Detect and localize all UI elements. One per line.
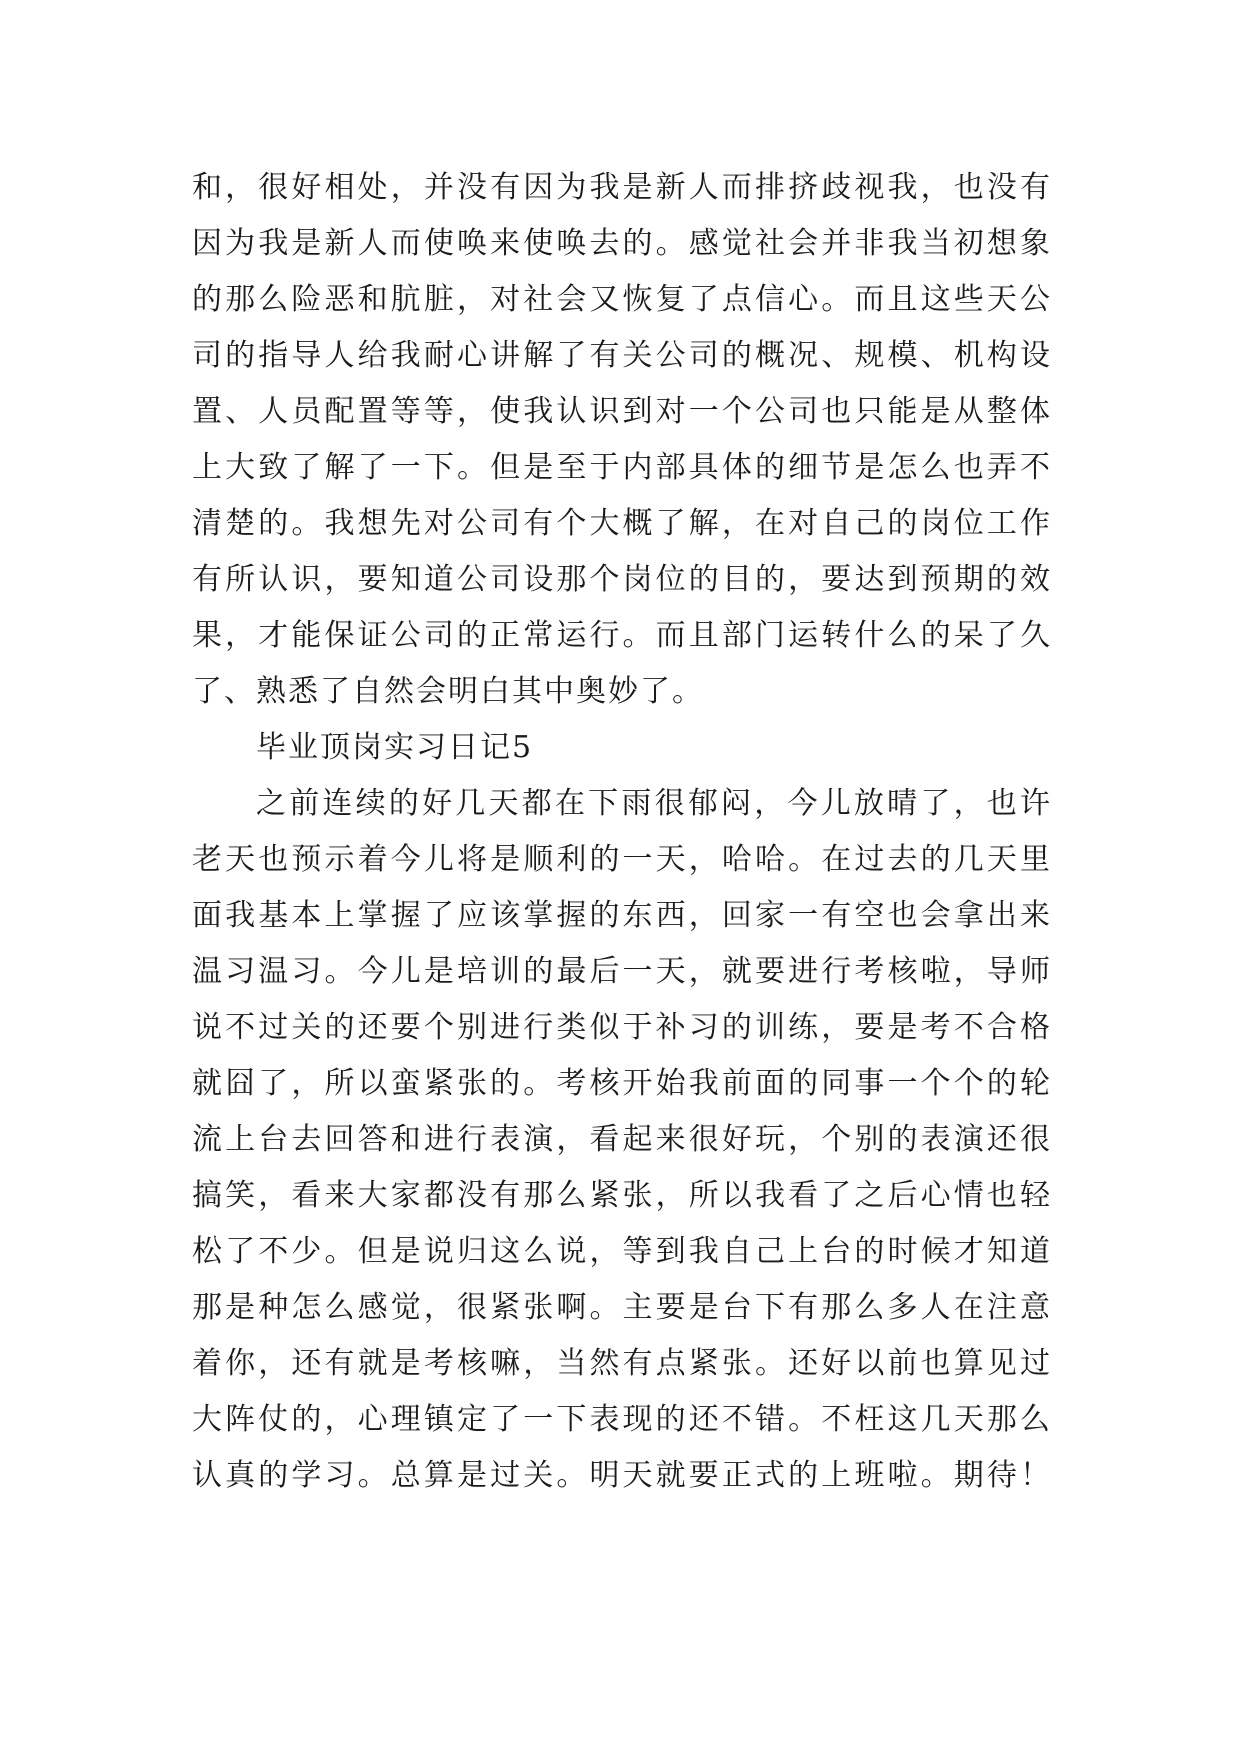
text-line: 有所认识，要知道公司设那个岗位的目的，要达到预期的效: [192, 562, 1052, 597]
text-line: 面我基本上掌握了应该掌握的东西，回家一有空也会拿出来: [192, 898, 1052, 933]
text-line: 了、熟悉了自然会明白其中奥妙了。: [192, 674, 704, 709]
text-line: 就囧了，所以蛮紧张的。考核开始我前面的同事一个个的轮: [192, 1066, 1052, 1101]
text-line: 搞笑，看来大家都没有那么紧张，所以我看了之后心情也轻: [192, 1178, 1052, 1213]
text-line: 那是种怎么感觉，很紧张啊。主要是台下有那么多人在注意: [192, 1290, 1052, 1325]
text-line: 松了不少。但是说归这么说，等到我自己上台的时候才知道: [192, 1234, 1052, 1269]
text-line: 着你，还有就是考核嘛，当然有点紧张。还好以前也算见过: [192, 1346, 1052, 1381]
text-line: 老天也预示着今儿将是顺利的一天，哈哈。在过去的几天里: [192, 842, 1052, 877]
text-line: 和，很好相处，并没有因为我是新人而排挤歧视我，也没有: [192, 170, 1052, 205]
text-line: 司的指导人给我耐心讲解了有关公司的概况、规模、机构设: [192, 338, 1052, 373]
section-heading: 毕业顶岗实习日记5: [256, 730, 534, 765]
paragraph-1: [192, 160, 1052, 720]
text-line: 置、人员配置等等，使我认识到对一个公司也只能是从整体: [192, 394, 1052, 429]
text-line: 之前连续的好几天都在下雨很郁闷，今儿放晴了，也许: [256, 786, 1052, 821]
text-line: 说不过关的还要个别进行类似于补习的训练，要是考不合格: [192, 1010, 1052, 1045]
text-line: 流上台去回答和进行表演，看起来很好玩，个别的表演还很: [192, 1122, 1052, 1157]
text-line: 因为我是新人而使唤来使唤去的。感觉社会并非我当初想象: [192, 226, 1052, 261]
text-line: 果，才能保证公司的正常运行。而且部门运转什么的呆了久: [192, 618, 1052, 653]
text-line: 大阵仗的，心理镇定了一下表现的还不错。不枉这几天那么: [192, 1402, 1052, 1437]
text-line: 的那么险恶和肮脏，对社会又恢复了点信心。而且这些天公: [192, 282, 1052, 317]
document-body: [192, 160, 1052, 1504]
text-line: 温习温习。今儿是培训的最后一天，就要进行考核啦，导师: [192, 954, 1052, 989]
text-line: 清楚的。我想先对公司有个大概了解，在对自己的岗位工作: [192, 506, 1052, 541]
text-line: 认真的学习。总算是过关。明天就要正式的上班啦。期待！: [192, 1458, 1052, 1493]
text-line: 上大致了解了一下。但是至于内部具体的细节是怎么也弄不: [192, 450, 1052, 485]
paragraph-2: [192, 776, 1052, 1504]
